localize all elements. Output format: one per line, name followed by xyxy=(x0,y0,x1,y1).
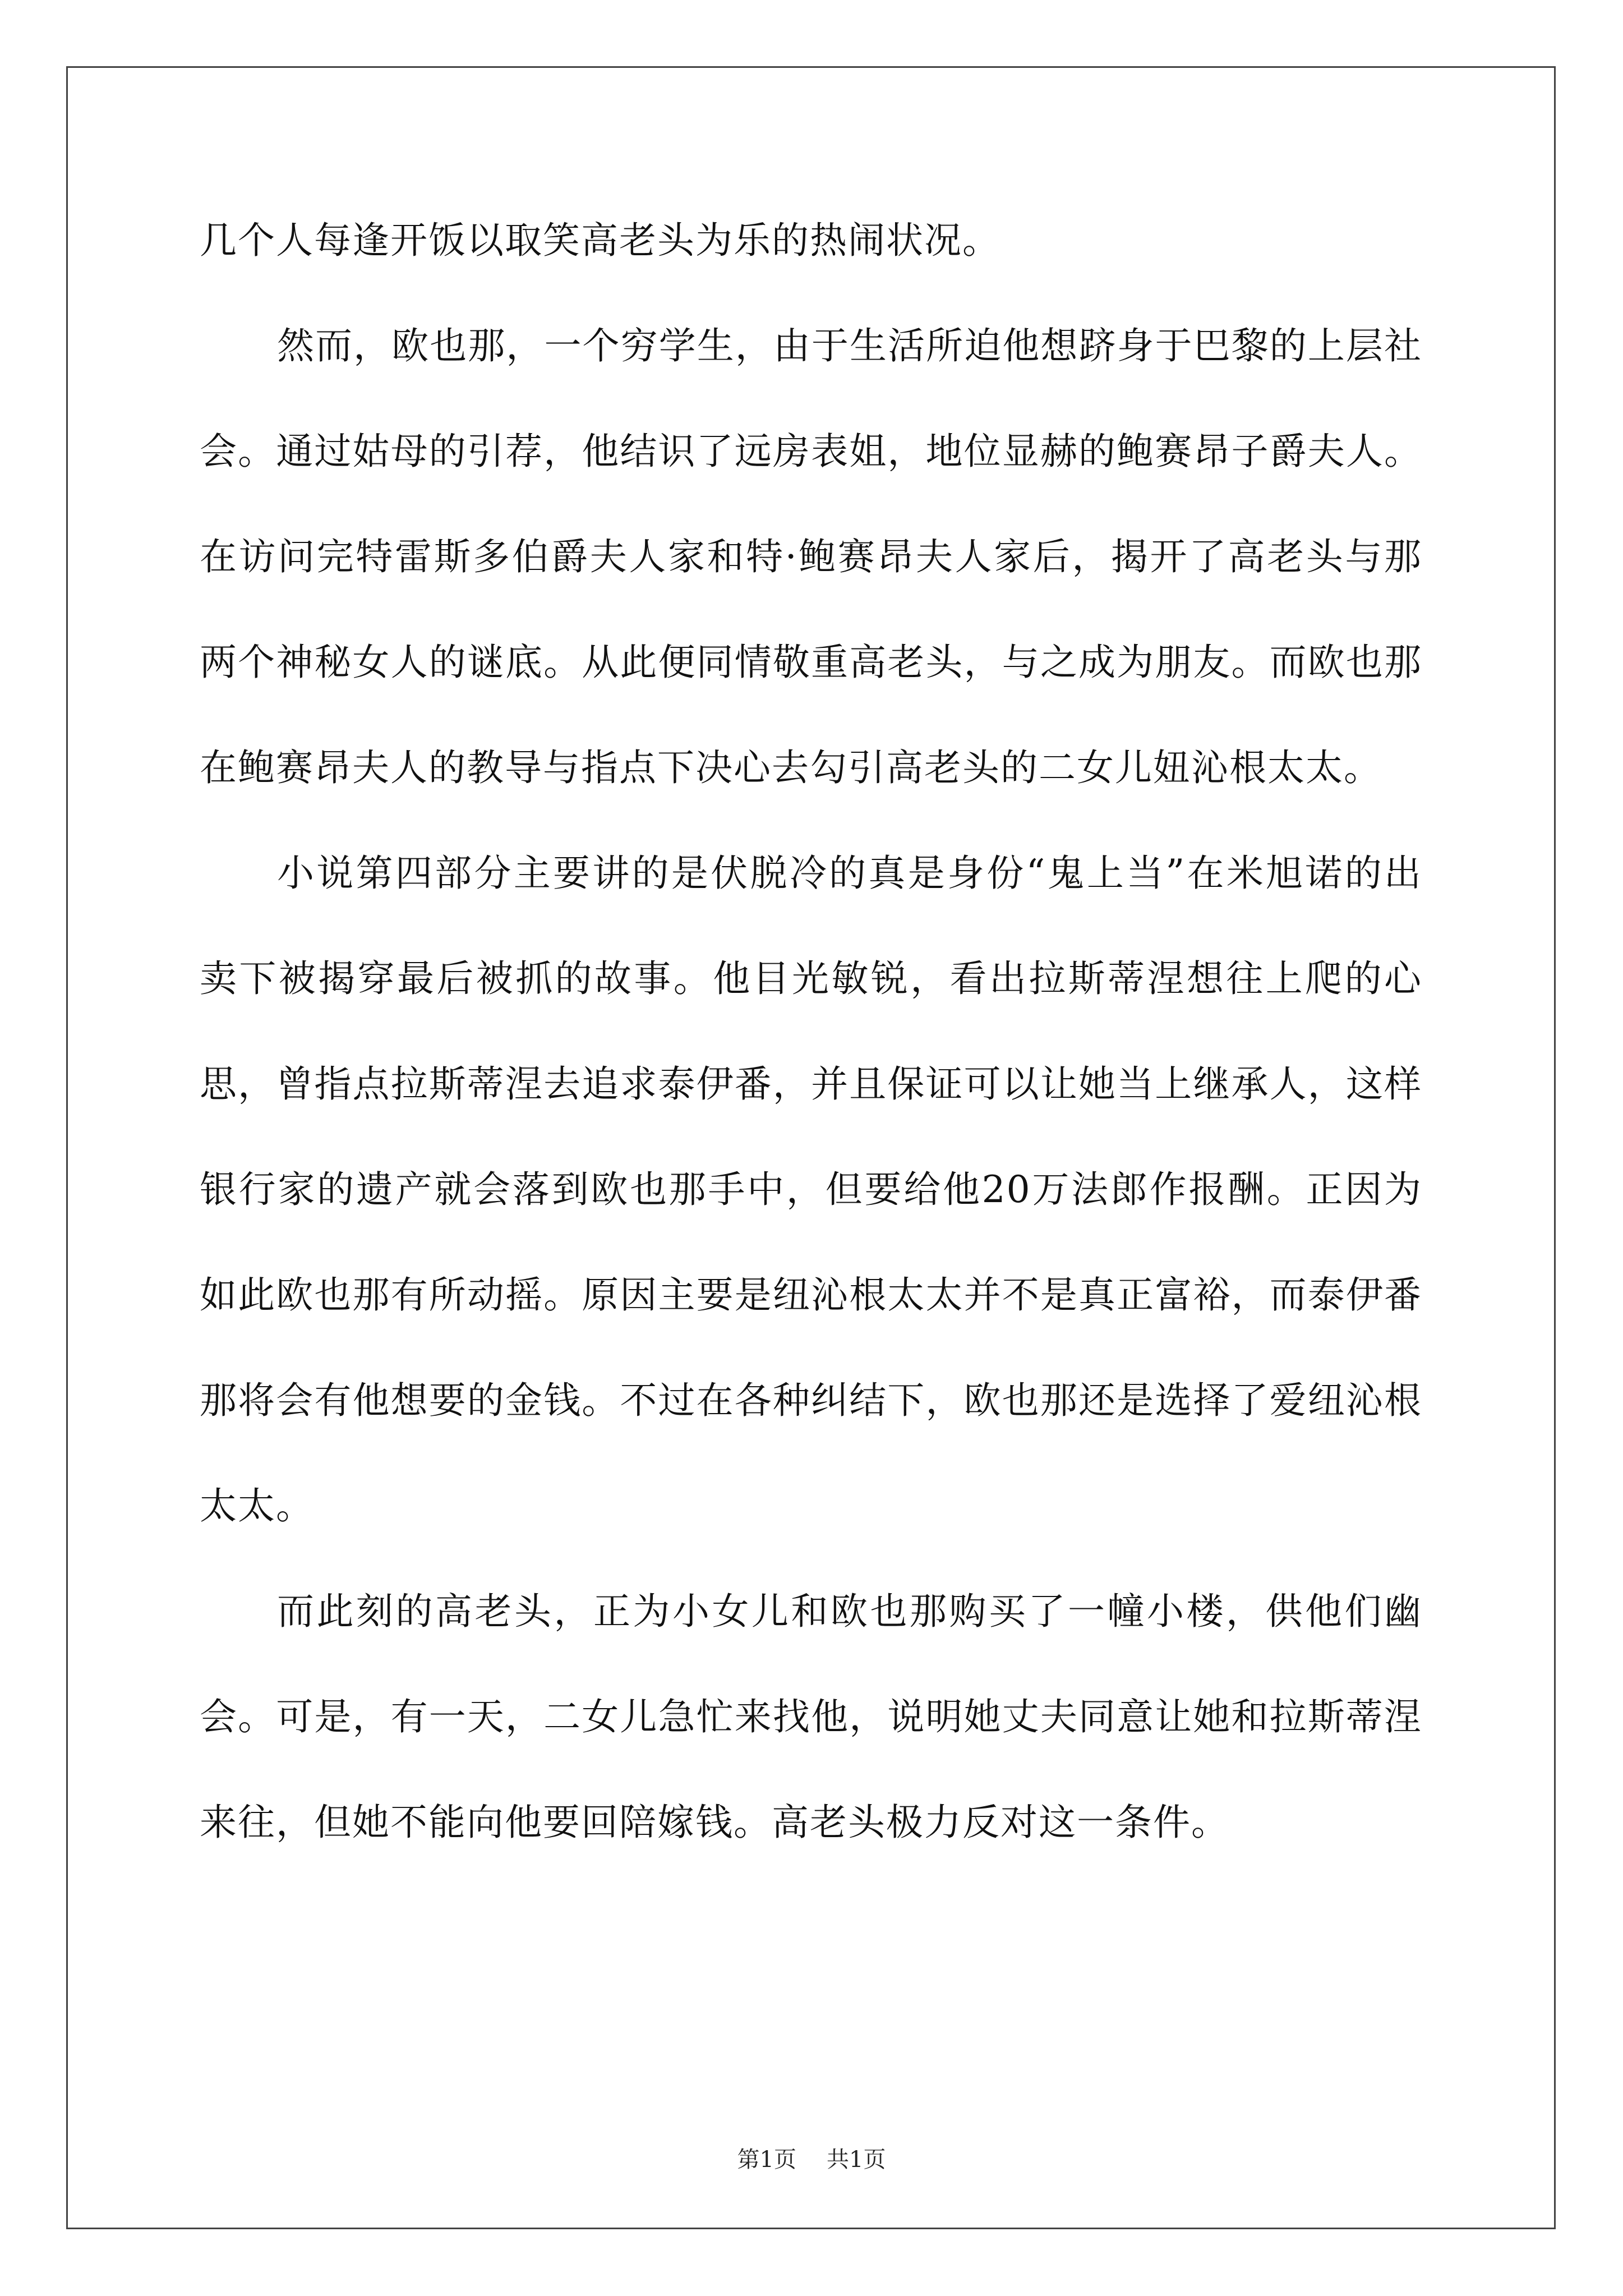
page-footer xyxy=(0,2142,1623,2174)
document-body xyxy=(200,188,1422,1875)
page-total: 共1页 xyxy=(827,2147,886,2173)
paragraph-4: 而此刻的高老头，正为小女儿和欧也那购买了一幢小楼，供他们幽会。可是，有一天，二女儿急忙来找他，说明她丈夫同意让她和拉斯蒂涅来往，但她不能向他要回陪嫁钱。高老头极力反对这一条件。 xyxy=(200,1590,1422,1844)
page-number: 第1页 xyxy=(737,2147,796,2173)
paragraph-1: 几个人每逢开饭以取笑高老头为乐的热闹状况。 xyxy=(200,219,1000,262)
paragraph-2: 然而，欧也那，一个穷学生，由于生活所迫他想跻身于巴黎的上层社会。通过姑母的引荐，他结识了远房表姐，地位显赫的鲍赛昂子爵夫人。在访问完特雷斯多伯爵夫人家和特·鲍赛昂夫人家后，揭开了高老头与那两个神秘女人的谜底。从此便同情敬重高老头，与之成为朋友。而欧也那在鲍赛昂夫人的教导与指点下决心去勾引高老头的二女儿妞沁根太太。 xyxy=(200,324,1422,789)
paragraph-3: 小说第四部分主要讲的是伏脱冷的真是身份“鬼上当”在米旭诺的出卖下被揭穿最后被抓的故事。他目光敏锐，看出拉斯蒂涅想往上爬的心思，曾指点拉斯蒂涅去追求泰伊番，并且保证可以让她当上继承人，这样银行家的遗产就会落到欧也那手中，但要给他20万法郎作报酬。正因为如此欧也那有所动摇。原因主要是纽沁根太太并不是真正富裕，而泰伊番那将会有他想要的金钱。不过在各种纠结下，欧也那还是选择了爱纽沁根太太。 xyxy=(200,852,1422,1527)
